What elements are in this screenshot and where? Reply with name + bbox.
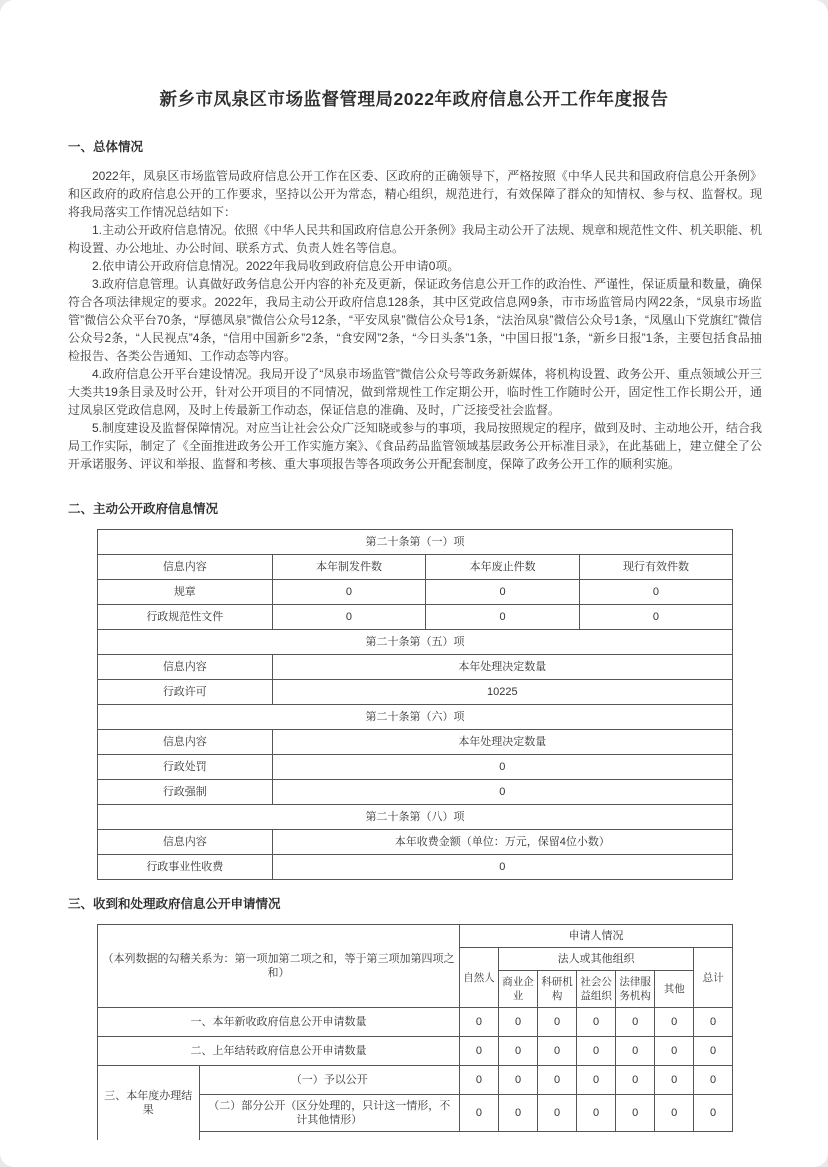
- paragraph-3: 3.政府信息管理。认真做好政务信息公开内容的补充及更新，保证政务信息公开工作的政治性、严谨性，保证质量和数量，确保符合各项法律规定的要求。2022年，我局主动公开政府信息128条，其中区党政信息网9条，市市场监管局内网22条，“凤泉市场监管”微信公众平台70条，“厚德凤泉”微信公众号12条，“平安凤泉”微信公众号1条，“法治凤泉”微信公众号1条，“凤凰山下党旗红”微信公众号2条，“人民视点”4条，“信用中国新乡”2条，“食安网”2条，“今日头条”1条，“中国日报”1条，“新乡日报”1条，主要包括食品抽检报告、各类公告通知、工作动态等内容。: [68, 277, 763, 363]
- column-header: 信息内容: [98, 655, 273, 680]
- cell-value: 0: [655, 1037, 694, 1066]
- row-label: 行政规范性文件: [98, 605, 273, 630]
- cell-value: 0: [655, 1066, 694, 1095]
- cell-value: 0: [694, 1037, 733, 1066]
- cell-value: 0: [616, 1066, 655, 1095]
- row-label: 一、本年新收政府信息公开申请数量: [98, 1008, 460, 1037]
- row-label: 行政强制: [98, 780, 273, 805]
- table-row: [98, 755, 733, 780]
- application-table-wrap: [97, 924, 733, 1140]
- column-header: 本年制发件数: [272, 555, 426, 580]
- table-section-title: 第二十条第（五）项: [98, 630, 733, 655]
- cell-value: 0: [459, 1008, 498, 1037]
- section-3-heading: 三、收到和处理政府信息公开申请情况: [68, 897, 281, 911]
- column-header: 法人或其他组织: [499, 948, 694, 971]
- document-body: [0, 137, 828, 1140]
- cell-value: 0: [616, 1037, 655, 1066]
- table-row: [98, 1008, 733, 1037]
- table-row: [98, 605, 733, 630]
- cell-value: 0: [579, 580, 732, 605]
- cell-value: 0: [538, 1095, 577, 1132]
- cell-value: 0: [538, 1037, 577, 1066]
- cell-value: 0: [655, 1008, 694, 1037]
- row-label: 规章: [98, 580, 273, 605]
- row-label: （二）部分公开（区分处理的，只计这一情形，不计其他情形）: [199, 1095, 459, 1132]
- table-section-title: 第二十条第（六）项: [98, 705, 733, 730]
- row-label: 行政处罚: [98, 755, 273, 780]
- paragraph-intro: 2022年，凤泉区市场监管局政府信息公开工作在区委、区政府的正确领导下，严格按照《中华人民共和国政府信息公开条例》和区政府的政府信息公开的工作要求，坚持以公开为常态，精心组织，规范进行，有效保障了群众的知情权、参与权、监督权。现将我局落实工作情况总结如下：: [68, 169, 762, 219]
- application-table: [97, 924, 733, 1140]
- row-label: 二、上年结转政府信息公开申请数量: [98, 1037, 460, 1066]
- cell-value: 0: [694, 1095, 733, 1132]
- cell-value: 0: [577, 1095, 616, 1132]
- cell-value: 0: [272, 755, 732, 780]
- page-title: 新乡市凤泉区市场监督管理局2022年政府信息公开工作年度报告: [159, 89, 669, 109]
- cell-value: 0: [577, 1037, 616, 1066]
- column-header: 商业企业: [499, 971, 538, 1008]
- section-1-text: [68, 167, 762, 473]
- table-row: [98, 1066, 733, 1095]
- column-header: 科研机构: [538, 971, 577, 1008]
- column-header: 本年收费金额（单位：万元，保留4位小数）: [272, 830, 732, 855]
- row-label: 行政许可: [98, 680, 273, 705]
- column-header: 本年废止件数: [426, 555, 580, 580]
- column-header: 社会公益组织: [577, 971, 616, 1008]
- cell-value: 0: [459, 1066, 498, 1095]
- cell-value: 0: [577, 1008, 616, 1037]
- cell-value: 0: [426, 605, 580, 630]
- table-row: [98, 580, 733, 605]
- column-header: 法律服务机构: [616, 971, 655, 1008]
- column-header: 本年处理决定数量: [272, 730, 732, 755]
- column-header: 总计: [694, 948, 733, 1008]
- cell-value: 0: [499, 1008, 538, 1037]
- table-row: [98, 855, 733, 880]
- cell-value: 0: [694, 1066, 733, 1095]
- column-header: 其他: [655, 971, 694, 1008]
- row-label: 行政事业性收费: [98, 855, 273, 880]
- cell-value: 0: [459, 1037, 498, 1066]
- cell-value: 10225: [272, 680, 732, 705]
- section-2-heading: 二、主动公开政府信息情况: [68, 502, 219, 516]
- column-header: 信息内容: [98, 730, 273, 755]
- column-header: 申请人情况: [459, 925, 732, 948]
- table-row: [98, 780, 733, 805]
- cell-value: 0: [272, 855, 732, 880]
- cell-value: 0: [499, 1037, 538, 1066]
- proactive-disclosure-table-wrap: [97, 529, 733, 880]
- cell-value: 0: [616, 1095, 655, 1132]
- paragraph-4: 4.政府信息公开平台建设情况。我局开设了“凤泉市场监管”微信公众号等政务新媒体，将机构设置、政务公开、重点领域公开三大类共19条目录及时公开，针对公开项目的不同情况，做到常规性工作定期公开，临时性工作随时公开，固定性工作长期公开，通过凤泉区党政信息网，及时上传最新工作动态，保证信息的准确、及时，广泛接受社会监督。: [68, 367, 762, 417]
- table-section-title: 第二十条第（八）项: [98, 805, 733, 830]
- cell-value: 0: [272, 780, 732, 805]
- row-label: （一）予以公开: [199, 1066, 459, 1095]
- cell-value: 0: [694, 1008, 733, 1037]
- reconciliation-note: （本列数据的勾稽关系为：第一项加第二项之和，等于第三项加第四项之和）: [98, 925, 460, 1008]
- cell-value: 0: [272, 580, 426, 605]
- cell-value: 0: [499, 1095, 538, 1132]
- cell-value: 0: [579, 605, 732, 630]
- column-header: 信息内容: [98, 830, 273, 855]
- cell-value: 0: [459, 1095, 498, 1132]
- column-header: 自然人: [459, 948, 498, 1008]
- section-1-heading: 一、总体情况: [68, 140, 144, 154]
- row-group-label: 三、本年度办理结果: [98, 1066, 200, 1141]
- cell-value: 0: [538, 1066, 577, 1095]
- cell-value: 0: [538, 1008, 577, 1037]
- cell-value: 0: [272, 605, 426, 630]
- table-section-title: 第二十条第（一）项: [98, 530, 733, 555]
- paragraph-1: 1.主动公开政府信息情况。依照《中华人民共和国政府信息公开条例》我局主动公开了法规、规章和规范性文件、机关职能、机构设置、办公地址、办公时间、联系方式、负责人姓名等信息。: [68, 223, 763, 255]
- paragraph-5: 5.制度建设及监督保障情况。对应当让社会公众广泛知晓或参与的事项，我局按照规定的程序，做到及时、主动地公开，结合我局工作实际，制定了《全面推进政务公开工作实施方案》、《食品药品监管领域基层政务公开标准目录》，在此基础上，建立健全了公开承诺服务、评议和举报、监督和考核、重大事项报告等各项政务公开配套制度，保障了政务公开工作的顺利实施。: [68, 421, 763, 471]
- cell-value: 0: [577, 1066, 616, 1095]
- article-20-table: [97, 529, 733, 880]
- cell-value: 0: [655, 1095, 694, 1132]
- column-header: 现行有效件数: [579, 555, 732, 580]
- cell-value: 0: [499, 1066, 538, 1095]
- column-header: 信息内容: [98, 555, 273, 580]
- cell-value: 0: [426, 580, 580, 605]
- cell-value: 0: [616, 1008, 655, 1037]
- table-row: [98, 680, 733, 705]
- table-row: [98, 1037, 733, 1066]
- column-header: 本年处理决定数量: [272, 655, 732, 680]
- paragraph-2: 2.依申请公开政府信息情况。2022年我局收到政府信息公开申请0项。: [92, 259, 460, 273]
